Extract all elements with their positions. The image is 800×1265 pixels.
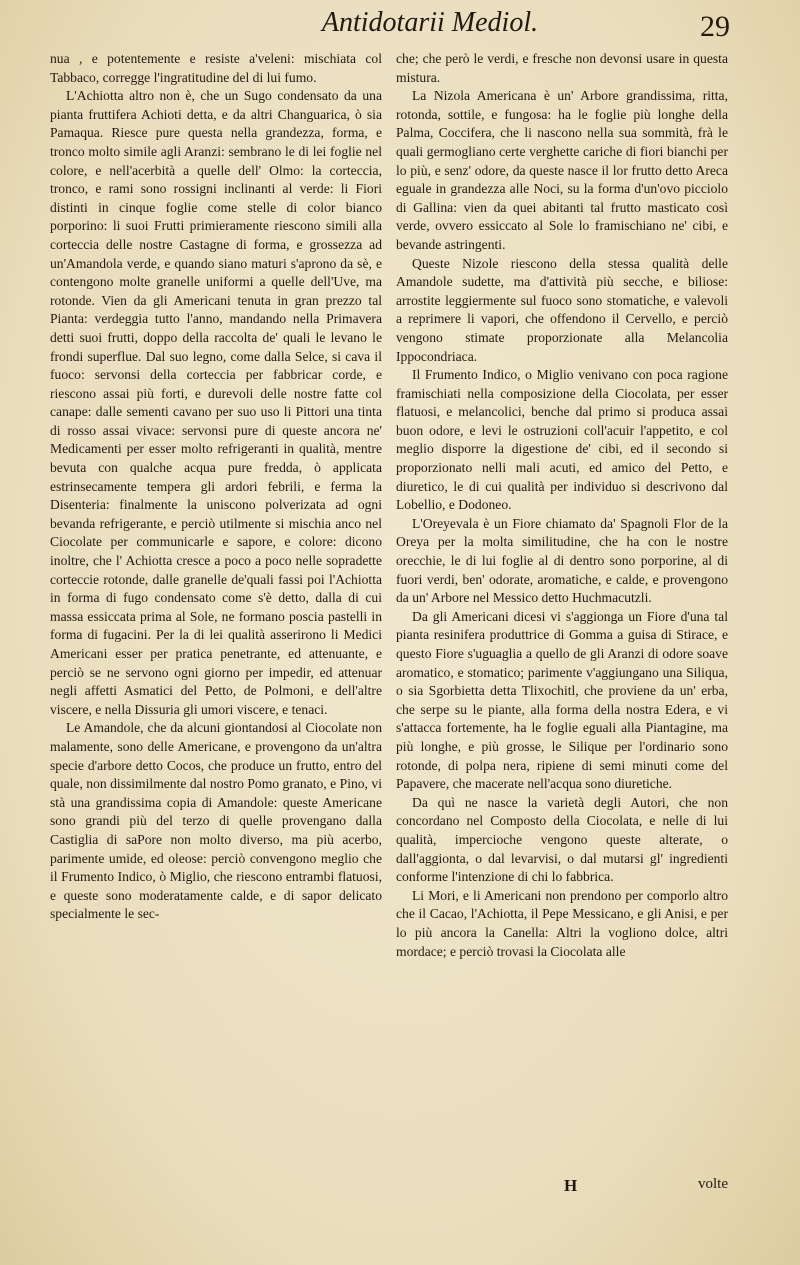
catchword: volte [698, 1176, 728, 1192]
page-number: 29 [700, 10, 730, 43]
paragraph: Queste Nizole riescono della stessa qualità delle Amandole sudette, ma d'attività più secche, e biliose: arrostite leggiermente sul fuoco sono stomatiche, e valevoli a reprimere li vapori, che offendono il Cervello, e perciò vengono stimate proporzionate alla Melancolia Ippocondriaca. [396, 255, 728, 364]
running-title: Antidotarii Mediol. [321, 7, 539, 38]
left-column [50, 50, 382, 924]
page-footer [396, 1176, 728, 1200]
paragraph: che; che però le verdi, e fresche non devonsi usare in questa mistura. [396, 51, 728, 85]
paragraph: Le Amandole, che da alcuni giontandosi al Ciocolate non malamente, sono delle Americane, e provengono da un'altra specie d'arbore detto Cocos, che produce un frutto, entro del quale, non dissimilmente dal nostro Pomo granato, e Pino, vi stà una grandissima copia di Amandole: queste Americane sono grandi più del terzo di quelle provengano dalla Castiglia di saPore non molto diverso, ma più acerbo, parimente umide, ed oleose: perciò convengono meglio che il Frumento Indico, ò Miglio, che riescono entrambi flatuosi, e queste sono moderatamente calde, e di sapor delicato specialmente le sec- [50, 720, 382, 922]
signature-mark: H [564, 1176, 578, 1195]
paragraph: Da gli Americani dicesi vi s'aggionga un Fiore d'una tal pianta resinifera produttrice di Gomma a guisa di Stirace, e questo Fiore s'uguaglia a quello de gli Aranzi di odore soave aromatico, e stomatico; parimente v'aggiungano una Siliqua, o sia Sgorbietta detta Tlixochitl, che proviene da un' erba, che serpe su le piante, alla forma della nostra Edera, e vi s'attacca fortemente, ha le foglie eguali alla Piantagine, ma più longhe, e più grosse, le Silique per l'ordinario sono rotonde, di polpa nera, ripiene di semi minuti come del Papavere, che macerate nell'acqua sono diuretiche. [396, 608, 728, 792]
paragraph: Il Frumento Indico, o Miglio venivano con poca ragione framischiati nella composizione della Ciocolata, per esser flatuosi, e melancolici, benche dal primo si produca assai buon odore, e levi le ostruzioni coll'acuir l'appetito, e col meglio disporre la digestione de' cibi, ed il secondo si proporzionato nelli mali acuti, ed amico del Petto, e diuretico, le di cui qualità per individuo si descrivono dal Lobellio, e Dodoneo. [396, 367, 728, 513]
paragraph: L'Oreyevala è un Fiore chiamato da' Spagnoli Flor de la Oreya per la molta similitudine, che ha con le nostre orecchie, le di lui foglie al di dentro sono porporine, al di fuori verdi, ben' odorate, aromatiche, e calde, e provengono da un' Arbore nel Messico detto Huchmacutzli. [396, 515, 728, 606]
paragraph: nua , e potentemente e resiste a'veleni: mischiata col Tabbaco, corregge l'ingratitudine del di lui fumo. [50, 51, 382, 85]
right-column [396, 50, 728, 961]
paragraph: L'Achiotta altro non è, che un Sugo condensato da una pianta fruttifera Achioti detta, e da altri Changuarica, ò sia Pamaqua. Riesce pure questa nella grandezza, forma, e tronco molto simile agli Aranzi: sembrano le di lei foglie nel colore, e nell'acerbità a quelle dell' Olmo: la corteccia, tronco, e rami sono rossigni inclinanti al verde: li Fiori distinti in cinque foglie come stelle di color bianco porporino: li suoi Frutti primieramente riescono simili alla corteccia delle nostre Castagne di forma, e grossezza ad un'Amandola verde, e quando siano maturi s'aprono da sè, e contengono molte granelle uniformi a quelle dell'Uve, ma rotonde. Vien da gli Americani tenuta in gran prezzo tal Pianta: verdeggia tutto l'anno, mandando nella Primavera detti suoi frutti, doppo della raccolta de' quali le levano le frondi superflue. Dal suo legno, come dalla Selce, si cava il fuoco: servonsi della corteccia per fabbricar corde, e riescono assai più forti, e durevoli delle nostre fatte col canape: dalle sementi cavano per suo uso li Pittori una tinta di rosso assai vivace: servonsi pure di queste ancora ne' Medicamenti per esser molto refrigeranti in qualità, mentre bevuta con qualche acqua pure fredda, ò applicata estrinsecamente tempera gli ardori febrili, e ferma la Disenteria: finalmente la uniscono polverizata ad ogni bevanda refrigerante, e perciò utilmente si mischia anco nel Ciocolate per communicarle e sapore, e colore: dicono inoltre, che l' Achiotta cresce a poco a poco nelle sopradette corteccie rotonde, dalle granelle de'quali fassi poi l'Achiotta in forma di fugo condensato come s'è detto, dalla di cui massa essiccata prima al Sole, ne formano poscia pastelli in forma di fugacini. Per la di lei qualità asserirono li Medici Americani esser per pratica penetrante, ed attenuante, e perciò se ne servono ogni giorno per impedir, ed attenuar negli affetti Asmatici del Petto, de Polmoni, e dell'altre viscere, e nella Dissuria gli umori viscere, e tenaci. [50, 88, 382, 717]
paragraph: Da quì ne nasce la varietà degli Autori, che non concordano nel Composto della Ciocolata, e nelle di lui qualità, impercioche vengono queste alterate, o dall'aggionta, o dal levarvisi, o dal mutarsi gl' ingredienti conforme l'intenzione di chi lo fabbrica. [396, 794, 728, 885]
paragraph: Li Mori, e li Americani non prendono per comporlo altro che il Cacao, l'Achiotta, il Pepe Messicano, e gli Anisi, e per lo più ancora la Canella: Altri la vogliono dolce, altri mordace; e perciò trovasi la Ciocolata alle [396, 887, 728, 959]
paragraph: La Nizola Americana è un' Arbore grandissima, ritta, rotonda, sottile, e fungosa: ha le foglie più longhe della Palma, Coccifera, che li nascono nella sua sommità, frà le quali germogliano certe verghette cariche di fiori bianchi per lo più, e senz' odore, da queste nasce il lor frutto detto Areca eguale in grandezza alle Noci, su la forma d'un'ovo picciolo di Gallina: vien da quei abitanti tal frutto masticato così verde, ovvero essiccato al Sole lo framischiano ne' cibi, e bevande astringenti. [396, 88, 728, 252]
